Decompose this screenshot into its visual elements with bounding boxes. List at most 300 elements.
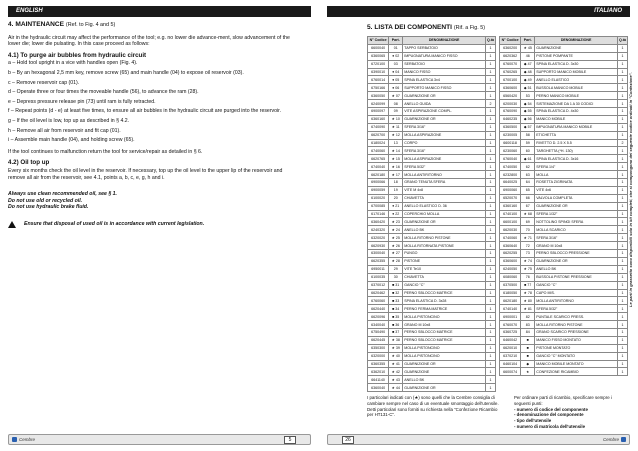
table-row (368, 100, 496, 108)
table-row (368, 257, 496, 265)
part-position: ■ (521, 344, 535, 352)
purge-steps-list (8, 60, 298, 143)
section-title (8, 22, 298, 29)
part-position: ■ 35 (389, 313, 403, 321)
part-qty: 1 (485, 108, 495, 116)
part-name: PUNTALE SCARICO PRESS. (535, 313, 618, 321)
part-code: 6240320 (368, 226, 389, 234)
part-name: SFERA 5/32" (403, 163, 486, 171)
table-row (500, 297, 628, 305)
table-row (368, 92, 496, 100)
ordering-item: - numero di matricola dell'utensile (514, 423, 586, 429)
part-code: 6740140 (500, 305, 521, 313)
subsection-title-oil: 4.2) Oil top up (8, 159, 50, 167)
part-name: MOLLA SCARICO (535, 226, 618, 234)
part-qty: 1 (485, 257, 495, 265)
table-row (500, 52, 628, 60)
part-qty: 1 (485, 139, 495, 147)
part-code: 6360420 (368, 218, 389, 226)
part-code: 6080060 (500, 273, 521, 281)
table-row (500, 234, 628, 242)
part-qty: 1 (485, 115, 495, 123)
part-position: 03 (389, 60, 403, 68)
part-code: 6320000 (368, 352, 389, 360)
table-row (500, 179, 628, 187)
table-row (500, 218, 628, 226)
col-header-name: DENOMINAZIONE (403, 37, 486, 45)
part-name: MANICO MOBILE (535, 115, 618, 123)
part-code: 6600040 (368, 44, 389, 52)
part-name: MOLLA ANTIRITORNO (535, 297, 618, 305)
part-code: 6360050 (368, 92, 389, 100)
table-row (500, 100, 628, 108)
part-name: MOLLA ASPIRAZIONE (403, 131, 486, 139)
part-code: 6620096 (368, 313, 389, 321)
part-code: 6360065 (368, 52, 389, 60)
table-row (368, 321, 496, 329)
language-header-english: ENGLISH (8, 6, 311, 17)
part-qty: 1 (617, 179, 627, 187)
part-qty: 1 (485, 281, 495, 289)
part-position: ★ 40 (389, 352, 403, 360)
part-name: PERNO FERMA MATRICE (403, 305, 486, 313)
part-qty: 1 (485, 60, 495, 68)
table-row (500, 344, 628, 352)
part-position: 59 (521, 139, 535, 147)
part-position: ■ 37 (389, 328, 403, 336)
part-code: 6750166 (368, 84, 389, 92)
table-row (368, 234, 496, 242)
part-position: ● 21 (389, 202, 403, 210)
parts-table-1 (367, 36, 496, 392)
part-qty: 1 (485, 218, 495, 226)
part-qty: 1 (617, 163, 627, 171)
part-name: BUSSOLA MANICO MOBILE (535, 84, 618, 92)
part-position: ★ (521, 368, 535, 376)
table-row (500, 313, 628, 321)
part-name: SUPPORTO MANICO FISSO (403, 84, 486, 92)
part-code: 6600074 (500, 368, 521, 376)
part-name: MOLLA PISTONCINO (403, 344, 486, 352)
part-qty: 1 (485, 147, 495, 155)
part-code: 6740040 (368, 163, 389, 171)
table-row (500, 194, 628, 202)
part-qty: 1 (485, 352, 495, 360)
purge-step: i – Assemble main handle (04), and holding screw (65). (8, 137, 135, 144)
part-position: ■ 31 (389, 281, 403, 289)
part-position: ◆ 48 (521, 68, 535, 76)
part-code: 6760060 (368, 297, 389, 305)
ordering-note (514, 395, 628, 430)
warning-triangle-icon (8, 221, 16, 228)
parts-table-2 (499, 36, 628, 376)
part-position: ★ 26 (389, 242, 403, 250)
table-row (500, 289, 628, 297)
table-row (368, 289, 496, 297)
part-qty: 1 (617, 218, 627, 226)
part-position: ◆ 57 (521, 123, 535, 131)
part-name: GUARNIZIONE OR (403, 360, 486, 368)
part-qty: 1 (617, 281, 627, 289)
part-position: ■ (521, 352, 535, 360)
part-code: 6641140 (368, 376, 389, 384)
part-qty: 1 (617, 368, 627, 376)
part-name: SISTEMAZIONE DA 1 A 30 CODICI (535, 100, 618, 108)
part-qty: 1 (485, 305, 495, 313)
part-position: ◆ 47 (521, 60, 535, 68)
part-code: 6460042 (500, 336, 521, 344)
part-code: 6360725 (500, 328, 521, 336)
ordering-item: - tipo dell'utensile (514, 418, 552, 424)
part-qty: 1 (617, 344, 627, 352)
part-code: 6600118 (500, 139, 521, 147)
part-code: 6900060 (500, 186, 521, 194)
part-qty: 1 (617, 313, 627, 321)
part-position: ★ 12 (389, 131, 403, 139)
part-qty: 2 (485, 100, 495, 108)
part-code: 6180024 (368, 139, 389, 147)
part-position: ★ 74 (521, 257, 535, 265)
table-row (368, 384, 496, 392)
part-position: 20 (389, 194, 403, 202)
part-position: ★ 45 (521, 44, 535, 52)
part-name: MOLLA (535, 171, 618, 179)
table-row (500, 171, 628, 179)
warning-line: Do not use hydraulic brake fluid. (8, 204, 89, 211)
part-name: GRANO M 10x8 (403, 321, 486, 329)
part-name: ANELLO ELASTICO D. 36 (403, 202, 486, 210)
part-position: ■ 33 (389, 297, 403, 305)
part-code: 6520070 (500, 194, 521, 202)
part-position: ★ 44 (389, 384, 403, 392)
ordering-item: - numero di codice del componente (514, 406, 588, 412)
part-position: ■ 36 (389, 321, 403, 329)
part-position: 30 (389, 273, 403, 281)
part-code: 6100020 (368, 194, 389, 202)
part-position: 13 (389, 139, 403, 147)
table-row (500, 139, 628, 147)
part-name: MANICO FISSO MONTATO (535, 336, 618, 344)
part-name: GANCIO "C" (535, 281, 618, 289)
part-position: 18 (389, 179, 403, 187)
part-position: 65 (521, 186, 535, 194)
table-row (368, 305, 496, 313)
part-position: 82 (521, 313, 535, 321)
part-qty: 1 (485, 92, 495, 100)
part-name: MANICO FISSO (403, 68, 486, 76)
part-name: MOLLA PISTONCINO (403, 313, 486, 321)
table-row (368, 60, 496, 68)
part-name: ANELLO BK (403, 376, 486, 384)
part-name: SFERA 1/32" (535, 210, 618, 218)
table-row (368, 155, 496, 163)
part-name: VITE ASPIRAZIONE COMPL. (403, 108, 486, 116)
table-row (368, 68, 496, 76)
warning-block (8, 191, 298, 211)
part-position: ● 02 (389, 52, 403, 60)
part-position: 84 (521, 328, 535, 336)
table-row (368, 202, 496, 210)
part-name: MOLLA RITORNO PISTONE (403, 234, 486, 242)
part-qty: 1 (617, 202, 627, 210)
part-position: ★ 71 (521, 234, 535, 242)
part-name: GRANO SCARICO PRESSIONE (535, 328, 618, 336)
table-row (368, 171, 496, 179)
part-name: PERNO SBLOCCO MATRICE (403, 289, 486, 297)
table-row (368, 297, 496, 305)
part-name: PERNO MANICO MOBILE (535, 92, 618, 100)
part-name: SPINA ELASTICA 3x4 (403, 76, 486, 84)
part-qty: 1 (485, 376, 495, 384)
part-qty: 1 (617, 234, 627, 242)
part-position: ★ 39 (389, 344, 403, 352)
part-qty: 1 (485, 210, 495, 218)
table-row (500, 360, 628, 368)
part-position: ★ 43 (389, 376, 403, 384)
part-name: MOLLA ANTIRITORNO (403, 171, 486, 179)
part-name: GUARNIZIONE (535, 44, 618, 52)
table-row (500, 186, 628, 194)
part-position: ● 06 (389, 84, 403, 92)
page-footer (327, 434, 630, 445)
part-name: MANICO MOBILE MONTATO (535, 360, 618, 368)
part-position: ★ 78 (521, 289, 535, 297)
part-qty: 1 (617, 250, 627, 258)
purge-step: c – Remove reservoir cap (01). (8, 79, 80, 86)
table-row (500, 257, 628, 265)
part-code: 6460235 (500, 115, 521, 123)
maintenance-section (8, 22, 298, 228)
part-qty: 1 (485, 321, 495, 329)
part-qty: 1 (617, 273, 627, 281)
part-qty: 1 (617, 352, 627, 360)
part-code: 6100035 (368, 273, 389, 281)
purge-step: b – By an hexagonal 2,5 mm key, remove screw (65) and main handle (04) to expose oil reservoir (03). (8, 69, 244, 76)
part-position: ★ 75 (521, 265, 535, 273)
part-name: PUNGO (403, 250, 486, 258)
part-qty: 1 (617, 60, 627, 68)
part-name: SPINA ELASTICA D. 3x16 (535, 155, 618, 163)
purge-step: d – Operate three or four times the moveable handle (56), to advance the ram (28). (8, 89, 199, 96)
part-code: 6620700 (368, 131, 389, 139)
part-qty: 1 (485, 155, 495, 163)
part-name: GUARNIZIONE OR (403, 218, 486, 226)
table-row (368, 163, 496, 171)
oil-topup-paragraph: Every six months check the oil level in the reservoir. If necessary, top up the oil level to the upper lip of the reservoir and remove all air from the reservoir, see 4.1, points a, b, c, e, g, h and i. (8, 167, 283, 181)
part-name: SPINA ELASTICA D. 3x28 (403, 297, 486, 305)
part-code: 6620440 (368, 305, 389, 313)
table-row (368, 108, 496, 116)
part-position: ■ (521, 336, 535, 344)
part-name: GUARNIZIONE OR (403, 384, 486, 392)
part-position: 76 (521, 273, 535, 281)
part-name: TARGHETTA (*H. 130) (535, 147, 618, 155)
warning-line: Always use clean recommended oil, see § 1. (8, 191, 117, 198)
part-qty: 1 (485, 328, 495, 336)
part-code: 6900066 (368, 179, 389, 187)
part-position: ★ 14 (389, 147, 403, 155)
col-header-code: N° Codice (500, 37, 521, 45)
part-qty: 1 (485, 131, 495, 139)
part-name: GUARNIZIONE OR (403, 115, 486, 123)
part-code: 6950011 (368, 265, 389, 273)
part-qty: 1 (617, 52, 627, 60)
warning-line: Do not use old or recycled oil. (8, 197, 83, 204)
title-text: 4. MAINTENANCE (8, 21, 65, 28)
spare-parts-note: I particolari indicati con (★) sono quelli che la Cembre consiglia di cambiare sempre nel caso di un eventuale smontaggio dell'utensile. Detti particolari sono forniti su richiesta nella "Confezione Ricambio per HT131-C". (367, 395, 499, 418)
table-row (500, 131, 628, 139)
part-qty: 1 (485, 368, 495, 376)
part-name: CORPO (403, 139, 486, 147)
table-row (368, 265, 496, 273)
part-position: 08 (389, 100, 403, 108)
part-code: 6740100 (500, 210, 521, 218)
part-code: 6180050 (500, 289, 521, 297)
part-code: 6620930 (368, 242, 389, 250)
part-name: MOLLA ASPIRAZIONE (403, 155, 486, 163)
table-row (500, 336, 628, 344)
part-position: ★ 07 (389, 92, 403, 100)
part-qty: 1 (485, 242, 495, 250)
part-code: 6620362 (500, 52, 521, 60)
table-row (500, 210, 628, 218)
part-code: 6750490 (368, 328, 389, 336)
part-position: ★ 16 (389, 163, 403, 171)
part-qty: 1 (617, 321, 627, 329)
cembre-logo-icon (621, 437, 626, 442)
part-name: PISTONE (403, 257, 486, 265)
purge-step: e – Depress pressure release pin (73) until ram is fully retracted. (8, 98, 156, 105)
part-code: 6900097 (368, 108, 389, 116)
part-name: ROSETTA ZIGRINATA (535, 179, 618, 187)
part-position: ■ 77 (521, 281, 535, 289)
table-row (500, 273, 628, 281)
part-qty: 1 (485, 194, 495, 202)
table-row (368, 344, 496, 352)
part-name: ETICHETTA (535, 131, 618, 139)
part-qty: 1 (485, 265, 495, 273)
parts-list-title (367, 24, 485, 31)
table-row (368, 115, 496, 123)
part-qty: 1 (617, 257, 627, 265)
part-qty: 1 (485, 234, 495, 242)
table-row (368, 360, 496, 368)
part-code: 6620180 (500, 297, 521, 305)
part-position: ◆ 49 (521, 76, 535, 84)
table-row (500, 84, 628, 92)
part-qty: 1 (617, 171, 627, 179)
part-code: 6360355 (368, 360, 389, 368)
table-row (500, 163, 628, 171)
part-code: 6900001 (500, 313, 521, 321)
table-row (368, 242, 496, 250)
part-code: 6230060 (500, 147, 521, 155)
table-row (500, 60, 628, 68)
table-row (368, 44, 496, 52)
part-name: GRANO TENUTA SFERA (403, 179, 486, 187)
part-name: ANELLO GUIDA (403, 100, 486, 108)
table-row (368, 352, 496, 360)
part-qty: 1 (617, 155, 627, 163)
part-qty: 1 (485, 76, 495, 84)
part-name: SFERA 3/16" (403, 123, 486, 131)
table-row (500, 155, 628, 163)
part-code: 6200030 (500, 100, 521, 108)
part-code: 6600100 (500, 218, 521, 226)
part-qty: 1 (617, 123, 627, 131)
part-code: 6760265 (500, 68, 521, 76)
part-name: VALVOLA COMPLETA (535, 194, 618, 202)
table-row (368, 147, 496, 155)
part-position: ★ 15 (389, 155, 403, 163)
part-name: GUARNIZIONE OR (535, 202, 618, 210)
table-row (500, 226, 628, 234)
part-position: 58 (521, 131, 535, 139)
part-qty: 1 (617, 328, 627, 336)
part-qty: 1 (617, 226, 627, 234)
part-name: ANELLO BK (403, 226, 486, 234)
part-code: 6390010 (368, 68, 389, 76)
part-code: 6900059 (368, 186, 389, 194)
part-name: PERNO SBLOCCO MATRICE (403, 336, 486, 344)
part-qty: 1 (617, 100, 627, 108)
part-qty: 1 (617, 84, 627, 92)
part-code: 6620462 (368, 289, 389, 297)
table-row (500, 123, 628, 131)
part-qty: 1 (485, 171, 495, 179)
table-row (368, 368, 496, 376)
part-qty: 1 (617, 305, 627, 313)
part-qty: 1 (617, 336, 627, 344)
part-name: GANCIO "C" (403, 281, 486, 289)
part-qty: 2 (617, 139, 627, 147)
part-code: 6360160 (500, 202, 521, 210)
part-position: 29 (389, 265, 403, 273)
part-qty: 1 (617, 115, 627, 123)
subsection-title-purge: 4.1) To purge air bubbles from hydraulic circuit (8, 51, 147, 59)
part-code: 6740060 (368, 147, 389, 155)
part-qty: 1 (617, 76, 627, 84)
table-row (500, 76, 628, 84)
part-qty: 1 (485, 202, 495, 210)
part-name: MOLLA PISTONCINO (403, 352, 486, 360)
part-name: SUPPORTO MANICO MOBILE (535, 68, 618, 76)
ordering-intro: Per ordinare parti di ricambio, specificare sempre i seguenti punti: (514, 395, 612, 406)
table-row (500, 242, 628, 250)
part-qty: 1 (485, 123, 495, 131)
vertical-side-note: Le parti in grassetto sono disponibili solo in kit completi, che si compongono del seguente codice ordinati in "Confezione". (628, 72, 633, 308)
table-row (500, 265, 628, 273)
part-code: 6232800 (500, 171, 521, 179)
table-row (368, 250, 496, 258)
table-row (500, 147, 628, 155)
table-row (500, 352, 628, 360)
part-code: 6620180 (368, 171, 389, 179)
part-name: PISTONE POMPANTE (535, 52, 618, 60)
title-ref: (Rif. a Fig. 5) (453, 25, 485, 31)
part-position: ◆ 55 (521, 108, 535, 116)
part-position: ★ 11 (389, 123, 403, 131)
table-row (368, 179, 496, 187)
part-qty: 1 (485, 360, 495, 368)
part-name: TAPPO SERBATOIO (403, 44, 486, 52)
part-name: MOLLA RITORNATA PISTONE (403, 242, 486, 250)
page-number: 5 (284, 436, 296, 444)
col-header-code: N° Codice (368, 37, 389, 45)
table-row (368, 76, 496, 84)
part-code: 6360500 (500, 123, 521, 131)
part-position: 63 (521, 171, 535, 179)
